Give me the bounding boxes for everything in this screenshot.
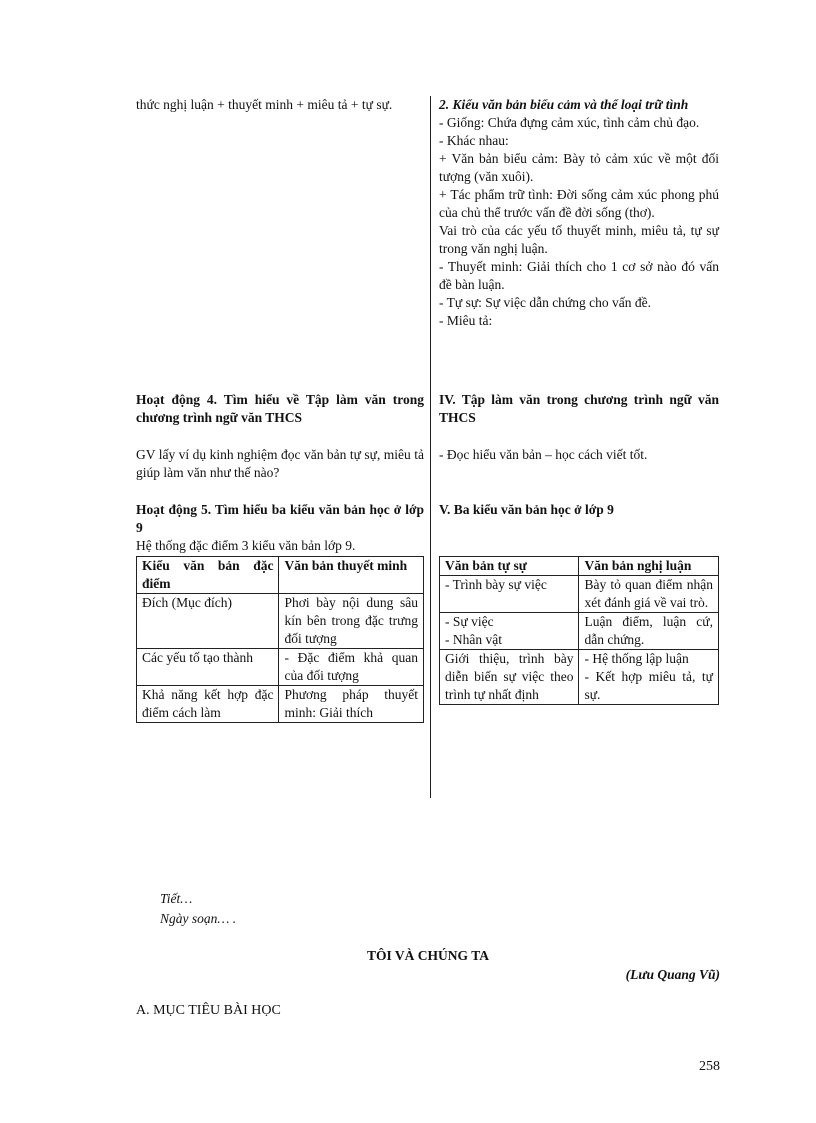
hd4-title: Hoạt động 4. Tìm hiểu về Tập làm văn trong chương trình ngữ văn THCS: [136, 392, 424, 425]
gv-question: GV lấy ví dụ kinh nghiệm đọc văn bản tự sự, miêu tả giúp làm văn như thế nào?: [136, 447, 424, 480]
sec2-line: - Giống: Chứa đựng cảm xúc, tình cảm chủ đạo.: [439, 115, 700, 130]
sec4-answer: - Đọc hiểu văn bản – học cách viết tốt.: [439, 447, 648, 462]
table-row: [440, 613, 719, 650]
table-cell: Khả năng kết hợp đặc điểm cách làm: [137, 686, 279, 723]
tiet-label: Tiết…: [160, 891, 193, 906]
sec2-title: 2. Kiểu văn bản biểu cảm và thể loại trữ tình: [439, 97, 689, 112]
table-row: [137, 649, 424, 686]
table-cell: Luận điểm, luận cứ, dẫn chứng.: [579, 613, 719, 650]
table-row: [440, 650, 719, 705]
table-cell: - Hệ thống lập luận - Kết hợp miêu tả, tự sự.: [579, 650, 719, 705]
lesson-title: TÔI VÀ CHÚNG TA: [367, 948, 489, 963]
left-hd5: [136, 501, 424, 555]
table-row: [440, 557, 719, 576]
sec2-line: - Tự sự: Sự việc dẫn chứng cho vấn đề.: [439, 295, 651, 310]
page-number: 258: [699, 1059, 720, 1074]
table-cell: Các yếu tố tạo thành: [137, 649, 279, 686]
sec2-line: - Miêu tả:: [439, 313, 493, 328]
table-cell: - Trình bày sự việc: [440, 576, 579, 613]
right-sec2: [439, 96, 719, 330]
sec2-line: + Văn bản biểu cảm: Bày tỏ cảm xúc về một đối tượng (văn xuôi).: [439, 151, 719, 184]
table-cell: - Sự việc - Nhân vật: [440, 613, 579, 650]
sec2-line: - Khác nhau:: [439, 133, 509, 148]
sec5-title: V. Ba kiểu văn bản học ở lớp 9: [439, 502, 614, 517]
system-line: Hệ thống đặc điểm 3 kiểu văn bản lớp 9.: [136, 538, 356, 553]
table-header-cell: Văn bản tự sự: [440, 557, 579, 576]
lesson-author: (Lưu Quang Vũ): [625, 967, 720, 982]
intro-text: thức nghị luận + thuyết minh + miêu tả + tự sự.: [136, 97, 393, 112]
table-row: [440, 576, 719, 613]
right-sec4: [439, 391, 719, 427]
sec2-line: Vai trò của các yếu tố thuyết minh, miêu tả, tự sự trong văn nghị luận.: [439, 223, 719, 256]
sec4-title: IV. Tập làm văn trong chương trình ngữ văn THCS: [439, 392, 719, 425]
sec2-line: - Thuyết minh: Giải thích cho 1 cơ sở nào đó vấn đề bàn luận.: [439, 259, 719, 292]
right-sec4-answer: [439, 446, 719, 464]
features-table-right: [439, 556, 719, 705]
table-cell: Bày tỏ quan điểm nhận xét đánh giá về vai trò.: [579, 576, 719, 613]
table-row: [137, 594, 424, 649]
sec2-line: + Tác phẩm trữ tình: Đời sống cảm xúc phong phú của chủ thể trước vấn đề đời sống (thơ).: [439, 187, 719, 220]
column-divider: [430, 96, 431, 798]
table-row: [137, 686, 424, 723]
right-sec5: [439, 501, 719, 519]
table-header-cell: Văn bản thuyết minh: [279, 557, 424, 594]
table-cell: Phương pháp thuyết minh: Giải thích: [279, 686, 424, 723]
left-hd4: [136, 391, 424, 427]
features-table-left: [136, 556, 424, 723]
left-gv: [136, 446, 424, 482]
table-header-cell: Văn bản nghị luận: [579, 557, 719, 576]
section-a-title: A. MỤC TIÊU BÀI HỌC: [136, 1003, 281, 1018]
hd5-title: Hoạt động 5. Tìm hiểu ba kiểu văn bản học ở lớp 9: [136, 502, 424, 535]
table-cell: Đích (Mục đích): [137, 594, 279, 649]
ngay-soan-label: Ngày soạn… .: [160, 911, 237, 926]
table-cell: Giới thiệu, trình bày diễn biến sự việc theo trình tự nhất định: [440, 650, 579, 705]
table-row: [137, 557, 424, 594]
table-header-cell: Kiểu văn bản đặc điểm: [137, 557, 279, 594]
left-intro: [136, 96, 424, 114]
table-cell: - Đặc điểm khả quan của đối tượng: [279, 649, 424, 686]
table-cell: Phơi bày nội dung sâu kín bên trong đặc trưng đối tượng: [279, 594, 424, 649]
